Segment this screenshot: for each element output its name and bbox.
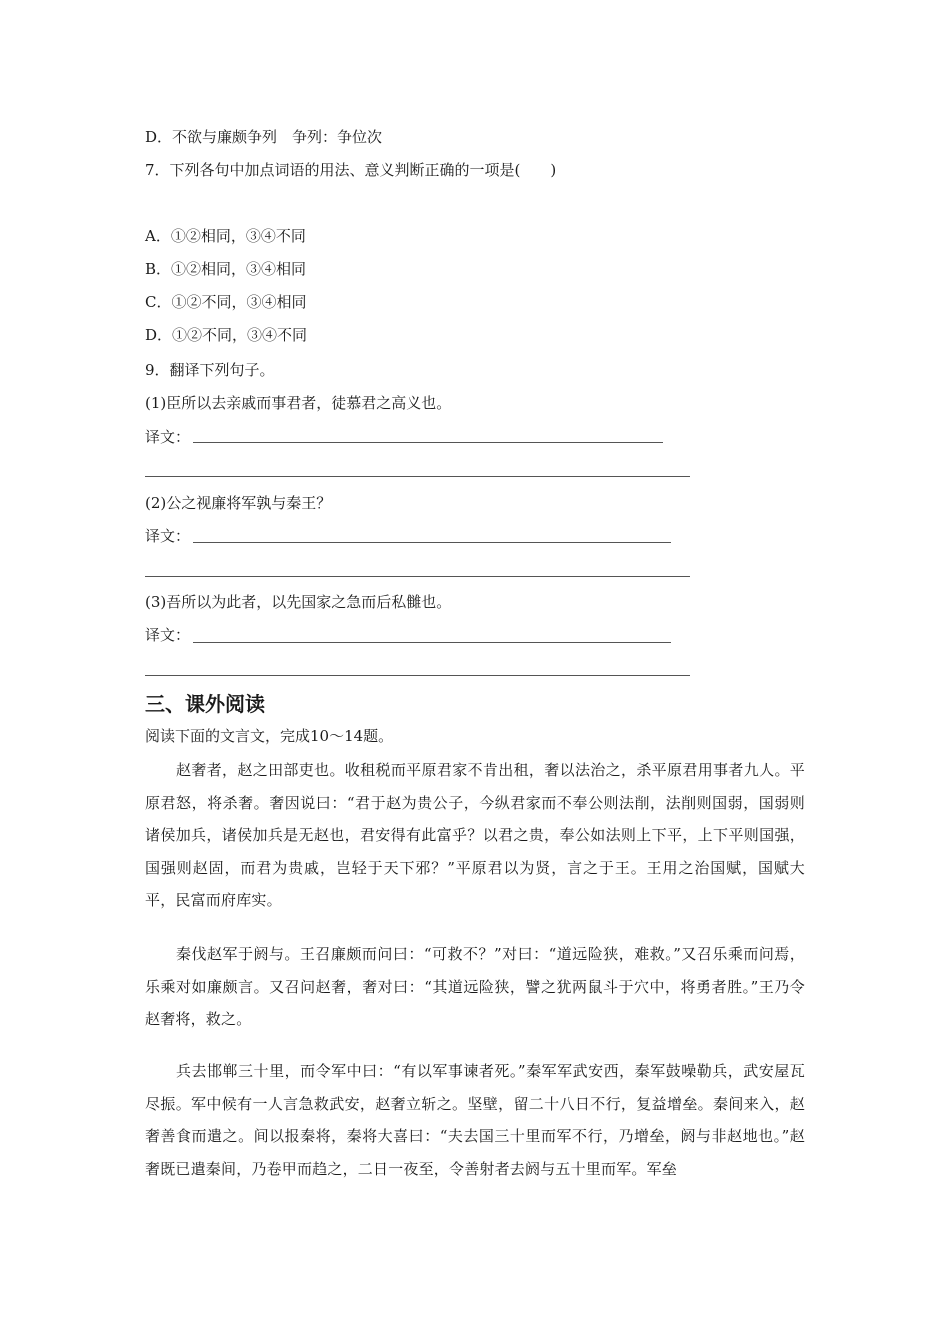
q7-stem: 7．下列各句中加点词语的用法、意义判断正确的一项是( ) (145, 161, 557, 179)
q7-option-c: C．①②不同，③④相同 (145, 293, 307, 311)
passage-paragraph-2: 秦伐赵军于阏与。王召廉颇而问曰：“可救不？”对曰：“道远险狭，难救。”又召乐乘而问焉，乐乘对如廉颇言。又召问赵奢，奢对曰：“其道远险狭，譬之犹两鼠斗于穴中，将勇者胜。”王乃令赵奢将，救之。 (145, 945, 805, 1028)
q9-answer-label-2: 译文： (145, 527, 191, 545)
section-heading: 三、课外阅读 (145, 692, 265, 716)
q7-option-a: A．①②相同，③④不同 (145, 227, 306, 245)
q6-option-d: D．不欲与廉颇争列 争列：争位次 (145, 128, 383, 146)
q9-answer-line-1b[interactable] (145, 476, 690, 477)
q9-stem: 9．翻译下列句子。 (145, 361, 275, 379)
q9-item-1: (1)臣所以去亲戚而事君者，徒慕君之高义也。 (145, 394, 452, 412)
q9-answer-line-3b[interactable] (145, 675, 690, 676)
q9-answer-line-2a[interactable] (193, 542, 671, 543)
q9-answer-label-3: 译文： (145, 626, 191, 644)
q9-answer-line-3a[interactable] (193, 642, 671, 643)
q7-option-d: D．①②不同，③④不同 (145, 326, 308, 344)
q9-item-2: (2)公之视廉将军孰与秦王？ (145, 494, 332, 512)
q7-option-b: B．①②相同，③④相同 (145, 260, 307, 278)
passage-paragraph-1: 赵奢者，赵之田部吏也。收租税而平原君家不肯出租，奢以法治之，杀平原君用事者九人。平原君怒，将杀奢。奢因说曰：“君于赵为贵公子，今纵君家而不奉公则法削，法削则国弱，国弱则诸侯加兵，诸侯加兵是无赵也，君安得有此富乎？以君之贵，奉公如法则上下平，上下平则国强，国强则赵固，而君为贵戚，岂轻于天下邪？”平原君以为贤，言之于王。王用之治国赋，国赋大平，民富而府库实。 (145, 761, 805, 909)
passage-paragraph-3: 兵去邯郸三十里，而令军中曰：“有以军事谏者死。”秦军军武安西，秦军鼓噪勒兵，武安屋瓦尽振。军中候有一人言急救武安，赵奢立斩之。坚壁，留二十八日不行，复益增垒。秦间来入，赵奢善食而遣之。间以报秦将，秦将大喜曰：“夫去国三十里而军不行，乃增垒，阏与非赵地也。”赵奢既已遣秦间，乃卷甲而趋之，二日一夜至，令善射者去阏与五十里而军。军垒 (145, 1062, 805, 1178)
q9-answer-line-1a[interactable] (193, 442, 663, 443)
q9-answer-line-2b[interactable] (145, 576, 690, 577)
q9-answer-label-1: 译文： (145, 428, 191, 446)
q9-item-3: (3)吾所以为此者，以先国家之急而后私雠也。 (145, 593, 452, 611)
section-intro: 阅读下面的文言文，完成10～14题。 (145, 727, 394, 745)
